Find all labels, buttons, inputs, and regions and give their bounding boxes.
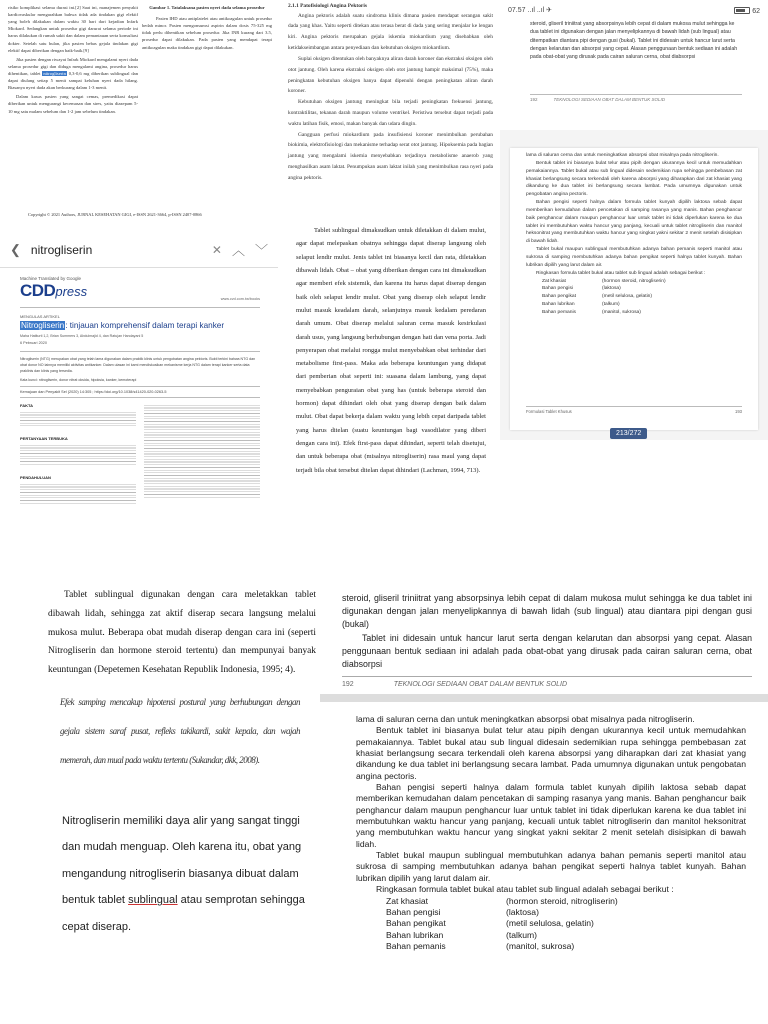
phone-book-screenshot (500, 0, 768, 130)
chevron-up-icon[interactable]: ︿ (231, 243, 245, 258)
book-footer-title: Formulasi Tablet Khusus (526, 409, 572, 414)
journal-paragraph: Pasien IHD atau antiplatelet atau antikoagulan untuk prosedur bedah minor. Pasien mengonsumsi aspirin dalam dosis 75-325 mg tidak perlu dihentikan sebelum prosedur. Jika INR kurang dari 3.5, prosedur dapat dilakukan. Pada pasien yang mendapat terapi antikoagulan maka tindakan gigi dapat dilakukan. (142, 16, 272, 50)
nitroglycerin-note: Nitrogliserin memiliki daya alir yang sangat tinggi dan mudah menguap. Oleh karena itu, obat yang mengandung nitrogliserin biasanya dibuat dalam bentuk tablet sublingual atau semprotan sehingga cepat diserap. (62, 815, 305, 933)
formula-ingredient: Bahan pengisi (386, 906, 441, 917)
underlined-term: sublingual (128, 894, 178, 907)
formula-row (542, 301, 676, 309)
article-body-column (144, 403, 260, 499)
journal-paragraph: risiko komplikasi selama durasi ini.[2] Saat ini, manajemen penyakit kardiovaskular mengarahkan bahwa tidak ada tindakan gigi elektif yang boleh dilakukan dalam waktu 30 hari dari kejadian Infark Miokard. Sedangkan untuk prosedur gigi darurat selama periode ini harus dilakukan di rumah sakit dan dalam pemantauan serta konsultasi dokter. Setelah satu bulan, jika pasien bebas gejala tindakan gigi elektif dapat diberikan dengan baik-baik.[9] (8, 5, 138, 53)
formula-table (542, 278, 676, 317)
book-footer (342, 676, 752, 688)
formula-row (386, 918, 628, 929)
signal-icon: ..ıl ..ıl ✈ (527, 7, 553, 14)
formula-ingredient: Zat khasiat (542, 278, 566, 284)
page-counter-badge: 213/272 (610, 428, 647, 439)
panel-gap (0, 554, 768, 578)
sublingual-paragraph: Tablet sublingual digunakan dengan cara meletakkan tablet dibawah lidah, sehingga zat aktif diserap secara langsung melalui mukosa mulut. Beberapa obat mudah diserap dengan cara ini (seperti Nitrogliserin dan hormone steroid tertentu) dan mempunyai banyak keuntungan (Depetemen Kesehatan Republik Indonesia, 1995; 4). (48, 590, 316, 676)
book-paragraph: lama di saluran cerna dan untuk meningkatkan absorpsi obat misalnya pada nitrogliserin. (526, 153, 719, 158)
journal-page-excerpt (0, 0, 278, 232)
publisher-url: www.cvd.com.tw/books (220, 297, 260, 301)
formula-row (386, 907, 628, 918)
book-photo-zoom (320, 578, 768, 1024)
formula-row (542, 293, 676, 301)
chevron-down-icon[interactable]: ﹀ (254, 243, 268, 258)
notes-collage (0, 578, 320, 1024)
body-paragraph: Suplai oksigen ditentukan oleh banyaknya aliran darah koroner dan ekstraksi oksigen oleh otot jantung. Oleh karena ekstraksi oksigen oleh otot jantung hampir maksimal (75%), maka peningkatan kebutuhan oksigen hanya dapat dipenuhi dengan peningkatan aliran darah koroner. (288, 55, 493, 95)
facts-heading: FAKTA (20, 403, 34, 409)
body-paragraph: Kebutuhan oksigen jantung meningkat bila terjadi peningkatan frekuensi jantung, kontraktilitas, tekanan darah maupun volume ventrikel. Peristiwa tersebut dapat terjadi pada waktu latihan fisik, emosi, makan banyak dan udara dingin. (288, 99, 493, 127)
formula-row (386, 930, 628, 941)
intro-heading: PENDAHULUAN (20, 475, 51, 481)
book-body-text: lama di saluran cerna dan untuk meningkatkan absorpsi obat misalnya pada nitrogliserin. Bentuk tablet ini biasanya bulat telur atau pipih dengan ukurannya kecil untuk memudahkan pemakaiannya. Tablet bukal atau sub lingual didesain sedemikian rupa sehingga pembebasan zat khasiat berlangsung secara terkendali oleh karena absorpsi yang diharapkan dari zat khasiat yang dikandung ke dua tablet ini berlangsung secara lambat. Pada umumnya digunakan untuk pengobatan angina pectoris. Bahan pengisi seperti halnya dalam formula tablet kunyah dipilih laktosa sebab dapat memberikan kemudahan dalam pencetakan di samping rasanya yang manis. Bahan penghancur baik penghancur dalam maupun penghancur luar untuk tablet ini tidak diperlukan karena ke dua tablet ini membutuhkan waktu hancur yang panjang, kecuali untuk tablet nitrogliserin dan manitol heksonitrat yang membutuhkan waktu hancur yang singkat yakni sekitar 2 menit setelah disisipkan di bawah lidah. Tablet bukal maupun sublingual membutuhkan adanya bahan pemanis seperti manitol atau sukrosa di samping membutuhkan adanya bahan pengikat seperti halnya tablet kunyah. Bahan lubrikan dipilih yang larut dalam air. Ringkasan formula tablet bukal atau tablet sub lingual adalah sebagai berikut : Zat khasiat (hormon steroid, nitrogliserin) Bahan pengisi (laktosa) Bahan pengikat (metil selulosa, gelatin) Bahan lubrikan (talkum) Bahan pemanis (manitol, sukrosa) (356, 714, 746, 951)
formula-example: (metil selulosa, gelatin) (602, 294, 653, 300)
section-heading: 2.1.1 Patofisiologi Angina Pektoris (288, 3, 367, 9)
formula-example: (talkum) (602, 302, 620, 308)
formula-ingredient: Bahan lubrikan (386, 929, 444, 940)
pathophysiology-page (278, 0, 500, 232)
book-title-footer: TEKNOLOGI SEDIAAN OBAT DALAM BENTUK SOLID (553, 97, 665, 102)
formula-row (542, 285, 676, 293)
page-gutter (320, 694, 768, 702)
formula-example: (hormon steroid, nitrogliserin) (506, 895, 618, 906)
article-title: Nitrogliserin: tinjauan komprehensif dalam terapi kanker (21, 321, 225, 330)
article-date: 6 Pebruari 2020 (20, 341, 48, 345)
body-paragraph: Gangguan perfusi miokardium pada insufisiensi koroner menimbulkan perubahan biokimia, elektrofisiologi dan mekanisme terhadap serat otot jantung. Hipoksemia pada bagian jantung yang mengalami iskemia menyebabkan terjadinya metabolisme anaerob yang menghasilkan asam laktat. Penumpukan asam laktat inilah yang menimbulkan rasa nyeri pada angina pektoris. (288, 131, 493, 181)
search-input[interactable]: nitrogliserin (30, 242, 93, 257)
formula-example: (metil selulosa, gelatin) (506, 918, 594, 929)
figure-caption: Gambar 1. Tatalaksana pasien nyeri dada selama prosedur (149, 5, 265, 10)
journal-right-column (142, 4, 272, 51)
questions-text (20, 443, 136, 465)
book-top-text: steroid, gliseril triniitrat yang absorpsinya lebih cepat di dalam mukosa mulut sehingga ke dua tablet ini digunakan dengan jalan menyelipkannya di bawah lidah (sub lingual) atau diantara pipi dengan gusi (bukal) Tablet ini didesain untuk hancur larut serta dengan kelarutan dan absorpsi yang cepat. Alasan penggunaan bentuk sediaan ini adalah pada obat-obat yang dirusak pada cairan saluran cerna, obat diabsorpsi (342, 593, 752, 669)
article-authors: Maha Hatiturti 1,2, Brian Summers 3, Abdulmajid 4, dan Ratujan Handayani 5 (20, 334, 144, 338)
formula-row (542, 309, 676, 317)
copyright-line: Copyright © 2021 Authors, JURNAL KESEHATAN GIGI, e-ISSN 2621-3664, p-ISSN 2407-0866 (28, 212, 202, 217)
formula-example: (hormon steroid, nitrogliserin) (602, 278, 666, 284)
formula-example: (laktosa) (506, 906, 539, 917)
article-page (20, 276, 260, 504)
book-title-footer: TEKNOLOGI SEDIAAN OBAT DALAM BENTUK SOLID (393, 681, 568, 688)
book-paragraph: Bahan pengisi seperti halnya dalam formula tablet kunyah dipilih laktosa sebab dapat memberikan kemudahan dalam pencetakan di samping rasanya yang manis. Bahan penghancur baik penghancur dalam maupun penghancur luar untuk tablet ini tidak diperlukan karena ke dua tablet ini membutuhkan waktu hancur yang panjang, kecuali untuk tablet nitrogliserin dan manitol heksonitrat yang membutuhkan waktu hancur yang singkat yakni sekitar 2 menit setelah disisipkan di bawah lidah. (526, 200, 742, 245)
article-category: MENGULAS ARTIKEL (20, 314, 60, 319)
sublingual-textbook-page (278, 218, 500, 554)
citation: Kemajuan dan Penyakit Sel (2020) 14:305 ; https://doi.org/10.1038/s41420-020-0263-5 (20, 390, 260, 398)
book-footer (530, 94, 742, 102)
search-highlight: Nitrogliserin (21, 321, 65, 330)
formula-ingredient: Zat khasiat (386, 895, 429, 906)
abstract: Nitrogliserin (NTG) merupakan obat yang telah lama digunakan dalam praktik klinis untuk pengobatan angina pektoris. Bukti terkini bahwa NTG dan obat donor NO lainnya memiliki aktivitas antikanker. Dalam ulasan ini kami mendiskusikan mekanisme kerja NTG dalam terapi kanker serta data praklinis dan klinis yang tersedia. (20, 357, 256, 374)
side-effects-quote: Efek samping mencakup hipotensi postural yang berhubungan dengan gejala sistem saraf pusat, refleks takikardi, sakit kepala, dan wajah memerah, dan mual pada waktu tertentu (Sukandar, dkk, 2008). (60, 697, 300, 765)
formula-example: (talkum) (506, 929, 538, 940)
formula-ingredient: Bahan pemanis (542, 309, 576, 315)
journal-paragraph: Jika pasien dengan riwayat Infark Miokard mengalami nyeri dada selama prosedur gigi dan diduga mengalami angina, prosedur harus dihentikan, tablet nitrogliserin 0,3-0,6 mg diberikan sublingual dan dapat diulang setiap 5 menit sampai keluhan nyeri dada hilang. Biasanya nyeri dada akan berkurang dalam 1-3 menit. (8, 56, 138, 91)
formula-ingredient: Bahan pemanis (386, 940, 446, 951)
journal-paragraph: Dalam kasus pasien yang sangat cemas, premedikasi dapat diberikan untuk mengurangi kecemasan dan stres, yaitu diazepam 5-10 mg satu malam sebelum dan 1-2 jam sebelum tindakan. (8, 94, 138, 114)
book-page-193 (500, 130, 768, 440)
find-in-page-bar (0, 232, 278, 268)
formula-example: (manitol, sukrosa) (506, 940, 575, 951)
translation-tag: Machine Translated by Google (20, 276, 82, 281)
intro-text (20, 482, 136, 504)
close-icon[interactable]: ✕ (211, 242, 222, 257)
book-paragraph: Tablet bukal maupun sublingual membutuhkan adanya bahan pemanis seperti manitol atau sukrosa di samping membutuhkan adanya bahan pengikat seperti halnya tablet kunyah. Bahan lubrikan dipilih yang larut dalam air. (526, 247, 742, 268)
back-arrow-icon[interactable]: ❮ (10, 241, 21, 257)
page-number: 192 (530, 97, 538, 102)
formula-row (542, 278, 676, 286)
battery-icon (734, 7, 750, 14)
book-footer (526, 406, 742, 414)
facts-text (20, 410, 136, 426)
formula-ingredient: Bahan pengisi (542, 286, 573, 292)
formula-row (386, 941, 628, 952)
pdf-search-view (0, 232, 278, 554)
abstract-box (20, 351, 260, 387)
body-paragraph: Angina pektoris adalah suatu sindroma klinis dimana pasien mendapat serangan sakit dada yang khas. Yaitu seperti ditekan atau terasa berat di dada yang sering menjalar ke lengan kiri. Angina pektoris merupakan gejala iskemia miokardium yang disebabkan oleh ketidakseimbangan antara penyediaan dan kebutuhan oksigen miokardium. (288, 12, 493, 52)
page-number: 192 (342, 681, 354, 688)
open-questions-heading: PERTANYAAN TERBUKA (20, 436, 68, 442)
book-paragraph: Ringkasan formula tablet bukal atau tablet sub lingual adalah sebagai berikut : (536, 270, 706, 276)
body-paragraph: Tablet sublingual dimaksudkan untuk diletakkan di dalam mulut, agar dapat melepaskan obatnya sehingga dapat diserap langsung oleh selaput lendir mulut. Jenis tablet ini biasanya kecil dan rata, diletakkan dibawah lidah. Obat – obat yang diberikan dengan cara ini dimaksudkan agar memberi efek sistemik, dan karena itu harus dapat diserap dengan baik oleh selaput lendir mulut. Obat yang diserap oleh selaput lendir mulut masuk keadalam darah, selanjutnya masuk kedalam peredaran darah umum. Obat diserap melalui saluran cerna masuk kesirkulasi darah usus, yang langsung berhubungan dengan hati dan vena porta. Jadi penyerapan obat melalui rongga mulut menyebabkan obat terhindar dari metabolisme first-pass. Maka ada beberapa keuntungan yang didapat dari pemberian obat seperti ini: suasana dalam lambung, yang dapat menyebabkan penguraian obat yang has (untuk beberapa steroid dan hormon) dapat dihindari oleh obat yang diserap dengan baik dalam mulut. Obat dapat bekerja dalam waktu yang lebih cepat daripada tablet yang harus ditelan (suatu keuntungan bagi vasodilator yang diberi dengan cara ini). Efek first-pass dapat dihindari, seperti telah disetujui, dan untuk beberapa obat (misalnya nitrogliserin) rasa maul yang dapat terjadi bila obat tersebut ditelan dapat dihindari (Lachman, 1994, 713). (296, 227, 486, 474)
book-text: steroid, gliseril triniitrat yang absorpsinya lebih cepat di dalam mukosa mulut sehingga ke dua tablet ini digunakan dengan jalan menyelipkannya di bawah lidah (sub lingual) atau ditempatkan diantara pipi dengan gusi (bukal). Tablet ini didesain untuk hancur larut serta dengan kelarutan dan absorpsi yang cepat. Alasan penggunaan bentuk sediaan ini adalah pada obat-obat yang dirusak pada cairan saluran cerna, obat diabsorpsi (530, 21, 738, 61)
search-highlight: nitrogliserin (43, 70, 66, 76)
formula-row (386, 896, 628, 907)
formula-ingredient: Bahan pengikat (542, 294, 576, 300)
formula-example: (manitol, sukrosa) (602, 309, 641, 315)
formula-example: (laktosa) (602, 286, 621, 292)
book-paragraph: Bentuk tablet ini biasanya bulat telur atau pipih dengan ukurannya kecil untuk memudahkan pemakaiannya. Tablet bukal atau sub lingual didesain sedemikian rupa sehingga pembebasan zat khasiat berlangsung secara terkendali oleh karena absorpsi yang diharapkan dari zat khasiat yang dikandung ke dua tablet ini berlangsung secara lambat. Pada umumnya digunakan untuk pengobatan angina pectoris. (526, 160, 742, 198)
keywords: Kata kunci: nitrogliserin, donor nitrat oksida, hipoksia, kanker, kemoterapi (20, 378, 137, 383)
book-page (510, 148, 758, 430)
page-number: 193 (735, 409, 742, 414)
formula-ingredient: Bahan lubrikan (542, 302, 575, 308)
battery-level: 62 (752, 8, 760, 15)
publisher-logo-suffix: press (55, 284, 88, 299)
publisher-logo: CDD (20, 281, 56, 300)
status-bar (500, 0, 768, 17)
clock: 07.57 (508, 7, 526, 14)
formula-ingredient: Bahan pengikat (386, 918, 446, 929)
journal-left-column (8, 4, 138, 115)
formula-table (386, 896, 628, 953)
